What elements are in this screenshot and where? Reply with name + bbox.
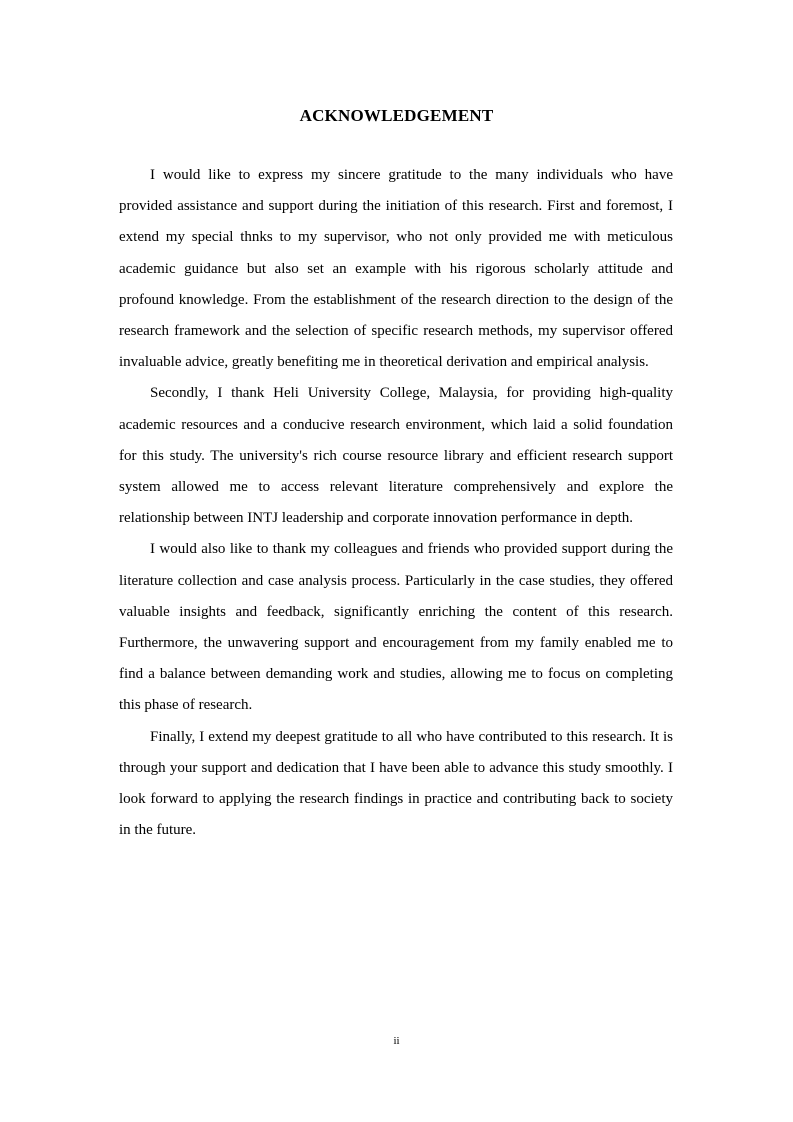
paragraph-3: I would also like to thank my colleagues and friends who provided support during the literature collection and case analysis process. Particularly in the case studies, they offered valuable insights and feedback, significantly enriching the content of this research. Furthermore, the unwavering support and encouragement from my family enabled me to find a balance between demanding work and studies, allowing me to focus on completing this phase of research.: [119, 541, 673, 714]
page-title: ACKNOWLEDGEMENT: [299, 106, 494, 125]
page-number: ii: [393, 1035, 400, 1047]
paragraph-4: Finally, I extend my deepest gratitude to all who have contributed to this research. It is through your support and dedication that I have been able to advance this study smoothly. I look forward to applying the research findings in practice and contributing back to society in the future.: [119, 728, 673, 839]
paragraph-1: I would like to express my sincere gratitude to the many individuals who have provided assistance and support during the initiation of this research. First and foremost, I extend my special thnks to my supervisor, who not only provided me with meticulous academic guidance but also set an example with his rigorous scholarly attitude and profound knowledge. From the establishment of the research direction to the design of the research framework and the selection of specific research methods, my supervisor offered invaluable advice, greatly benefiting me in theoretical derivation and empirical analysis.: [119, 167, 673, 371]
paragraph-2: Secondly, I thank Heli University College, Malaysia, for providing high-quality academic resources and a conducive research environment, which laid a solid foundation for this study. The university's rich course resource library and efficient research support system allowed me to access relevant literature comprehensively and explore the relationship between INTJ leadership and corporate innovation performance in depth.: [119, 385, 673, 527]
acknowledgement-body: [119, 160, 673, 846]
